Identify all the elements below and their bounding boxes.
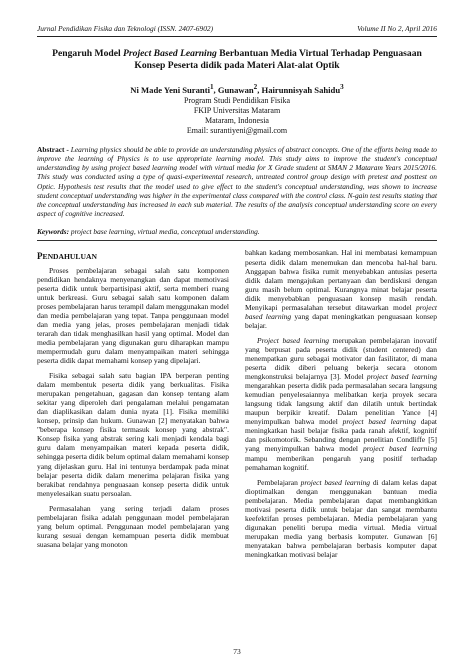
right-column: [245, 248, 437, 565]
paragraph: Project based learning merupakan pembelajaran inovatif yang berpusat pada peserta didik (student centered) dan menempatkan guru sebagai motivator dan fasilitator, di mana peserta didik diberi peluang bekerja secara otonom mengkonstruksi belajarnya [3]. Model project based learning mengarahkan peserta didik pada permasalahan secara langsung kemudian penyelesaiannya melibatkan kerja proyek secara langsung tidak langsung aktif dan dilatih untuk bertindak maupun berpikir kreatif. Dalam penelitian Yance [4] menyimpulkan bahwa model project based learning dapat meningkatkan hasil belajar fisika pada ranah afektif, kognitif dan psikomotorik. Sebanding dengan penelitian Condliffe [5] yang menyimpulkan bahwa model project based learning mampu memberikan pengaruh yang positif terhadap pemahaman kognitif.: [245, 335, 437, 472]
keywords-label: Keywords:: [37, 227, 70, 237]
body-columns: [37, 248, 437, 565]
paragraph: bahkan kadang membosankan. Hal ini membatasi kemampuan peserta didik dalam menemukan dan mencoba hal-hal baru. Anggapan bahwa fisika rumit menyebabkan antusias peserta didik dalam mengajukan pertanyaan dan berdiskusi dengan guru masih belum optimal. Kurangnya minat belajar peserta didik menyebabkan penguasaan konsep masih rendah. Menyikapi permasalahan tersebut ditawarkan model project based learning yang dapat meningkatkan penguasaan konsep belajar.: [245, 248, 437, 330]
author-list: Ni Made Yeni Suranti$^1$, Gunawan$^2$, Hairunnisyah Sahidu$^3$: [130, 83, 344, 95]
volume-info: Volume II No 2, April 2016: [357, 24, 437, 33]
abstract: [37, 145, 437, 219]
divider: [37, 240, 437, 241]
left-column: [37, 248, 229, 565]
abstract-label: Abstract -: [37, 144, 69, 154]
page-number: 73: [233, 647, 241, 656]
abstract-text: Learning physics should be able to provide an understanding physics of abstract concepts. One of the efforts being made to improve the learning of Physics is to use appropriate learning model. This study aims to improve the student's conceptual understanding by using project based learning model with virtual media for X Grade student at SMAN 2 Mataram Years 2015/2016. This study was conducted using a type of quasi-experimental research, untreated control group design with pretest and posttest on Optic. Hypothesis test results that the model used to give effect to the student's conceptual understanding, was shown to increase student conceptual understanding was higher in the experimental class compared with the control class. N-gain test results stating that the conceptual understanding has increased in each sub material. The results of the analysis conceptual understanding score on every aspect of cognitive increased.: [37, 144, 437, 219]
affiliation-program: Program Studi Pendidikan Fisika: [184, 95, 290, 105]
affiliation: [37, 96, 437, 136]
keywords: [37, 227, 437, 236]
journal-name: Jurnal Pendidikan Fisika dan Teknologi (ISSN. 2407-6902): [37, 24, 214, 33]
paragraph: Pembelajaran project based learning di dalam kelas dapat dioptimalkan dengan menggunakan bantuan media pembelajaran. Media pembelajaran dapat membangkitkan motivasi peserta didik untuk belajar dan sangat membantu keefektifan proses pembelajaran. Media pembelajaran yang digunakan peneliti berupa media virtual. Media virtual merupakan media yang berbasis komputer. Gunawan [6] menyatakan bahwa pembelajaran berbasis komputer dapat meningkatkan motivasi belajar: [245, 477, 437, 559]
affiliation-city: Mataram, Indonesia: [205, 115, 269, 125]
paragraph: Fisika sebagai salah satu bagian IPA berperan penting dalam membentuk peserta didik yang berkualitas. Fisika merupakan pengetahuan, gagasan dan konsep tentang alam sekitar yang diperoleh dari pengalaman melalui pengamatan dan diaplikasikan dalam dunia nyata [1]. Fisika memiliki konsep, prinsip dan hukum. Gunawan [2] menyatakan bahwa "beberapa konsep fisika termasuk konsep yang abstrak". Konsep fisika yang abstrak sering kali menjadi kendala bagi guru dalam menyampaikan materi kepada peserta didik, sehingga peserta didik belum optimal dalam memahami konsep yang dijelaskan guru. Hal ini tentunya berdampak pada minat belajar peserta didik dalam menerima pelajaran fisika yang berakibat rendahnya penguasaan konsep peserta didik untuk menyelesaikan suatu persoalan.: [37, 371, 229, 498]
affiliation-email: Email: surantiyeni@gmail.com: [186, 125, 288, 135]
running-header: [37, 0, 437, 37]
title-italic: Project Based Learning: [123, 48, 217, 59]
section-heading: PENDAHULUAN: [37, 251, 97, 262]
affiliation-faculty: FKIP Universitas Mataram: [193, 105, 281, 115]
paragraph: Permasalahan yang sering terjadi dalam proses pembelajaran fisika adalah penggunaan model pembelajaran yang belum optimal. Penggunaan model pembelajaran yang kurang sesuai dengan kemampuan peserta didik membuat suasana belajar yang monoton: [37, 503, 229, 549]
keywords-text: project base learning, virtual media, conceptual understanding.: [69, 227, 260, 237]
paper-title: Pengaruh Model Project Based Learning Berbantuan Media Virtual Terhadap Penguasaan Konsep Peserta didik pada Materi Alat-alat Optik: [52, 48, 422, 71]
paragraph: Proses pembelajaran sebagai salah satu komponen pendidikan hendaknya menyenangkan dan dapat memotivasi peserta didik untuk berpartisipasi aktif, serta memberi ruang untuk berkreasi. Guru sebagai salah satu komponen dalam proses pembelajaran harus terampil dalam menggunakan model dan media pembelajaran yang tepat. Tanpa penggunaan model dan media yang jelas, proses pembelajaran menjadi tidak terarah dan tidak menghasilkan hasil yang optimal. Model dan media pembelajaran yang digunakan guru diharapkan mampu mempermudah guru dalam menyampaikan materi sehingga peserta didik dapat memahami konsep yang dipelajari.: [37, 265, 229, 365]
